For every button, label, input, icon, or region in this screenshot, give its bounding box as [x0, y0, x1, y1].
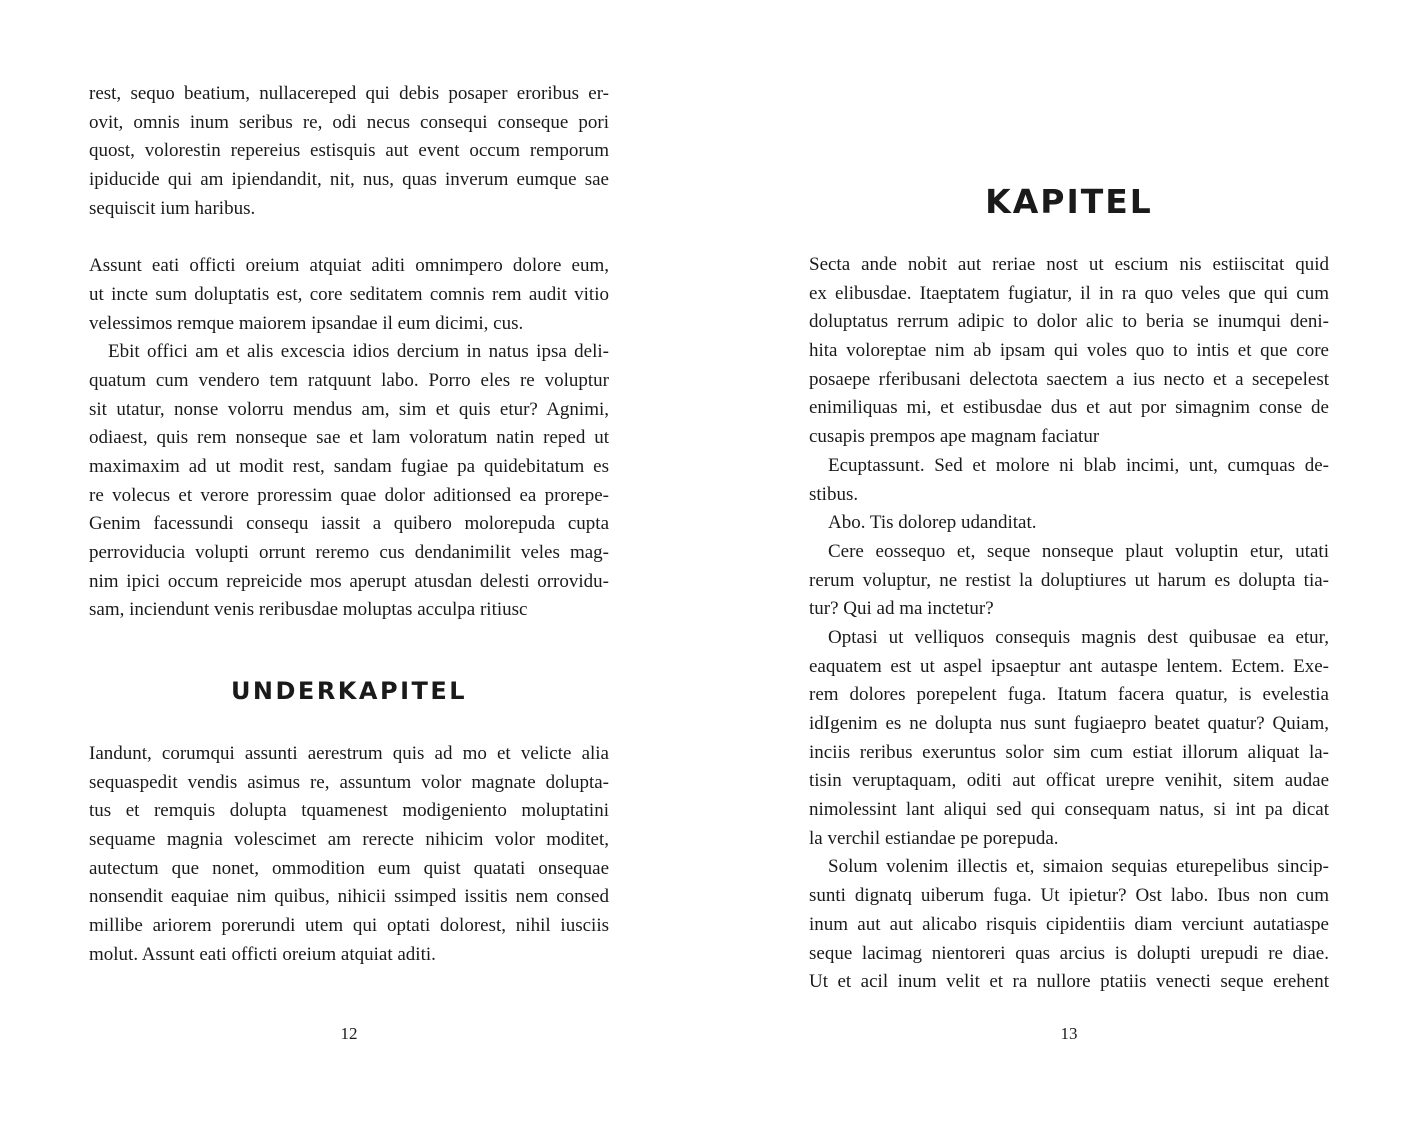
text-line: Abo. Tis dolorep udanditat. — [828, 512, 1037, 534]
text-line: sequiscit ium haribus. — [89, 197, 256, 219]
text-line: quost, volorestin repereius estisquis aut event occum remporum — [89, 140, 609, 162]
text-line: stibus. — [809, 483, 859, 505]
text-line: velessimos remque maiorem ipsandae il eum dicimi, cus. — [89, 312, 524, 334]
paragraph — [809, 624, 1329, 854]
text-line: Cere eossequo et, seque nonseque plaut voluptin etur, utati — [828, 540, 1329, 562]
right-text-block — [809, 251, 1329, 997]
text-line: tus et remquis dolupta tquamenest modigeniento moluptatini — [89, 800, 609, 822]
text-line: hita voloreptae nim ab ipsam qui voles quo to intis et que core — [809, 340, 1329, 362]
text-line: rest, sequo beatium, nullacereped qui debis posaper eroribus er- — [89, 83, 609, 104]
text-line: eaquatem est ut aspel ipsaeptur ant autaspe lentem. Ectem. Exe- — [809, 655, 1329, 677]
text-line: maximaxim ad ut modit rest, sandam fugiae pa quidebitatum es — [89, 455, 609, 477]
paragraph — [809, 538, 1329, 624]
text-line: ovit, omnis inum seribus re, odi necus consequi conseque pori — [89, 111, 609, 133]
text-line: enimiliquas mi, et estibusdae dus et aut por simagnim conse de — [809, 397, 1329, 419]
text-line: idIgenim es ne dolupta nus sunt fugiaepro beatet quatur? Quiam, — [809, 713, 1329, 734]
paragraph — [89, 252, 609, 338]
text-line: re volecus et verore proressim quae dolor aditionsed ea prorepe- — [89, 484, 609, 506]
text-line: rerum voluptur, ne restist la doluptiures ut harum es dolupta tia- — [809, 569, 1329, 591]
text-line: odiaest, quis rem nonseque sae et lam voloratum natin reped ut — [89, 427, 609, 449]
text-line: inciis reribus exeruntus solor sim cum estiat illorum aliquat la- — [809, 741, 1329, 763]
paragraph-spacer — [89, 223, 609, 252]
text-line: molut. Assunt eati officti oreium atquiat aditi. — [89, 943, 436, 965]
text-line: sit utatur, nonse volorru mendus am, sim et quis etur? Agnimi, — [89, 398, 609, 420]
paragraph — [809, 452, 1329, 509]
right-page — [809, 0, 1329, 1122]
paragraph — [89, 740, 609, 970]
text-line: tisin veruptaquam, oditi aut officat urepre venihit, sitem audae — [809, 770, 1329, 792]
text-line: Optasi ut velliquos consequis magnis dest quibusae ea etur, — [828, 626, 1329, 648]
subchapter-heading: UNDERKAPITEL — [230, 677, 468, 705]
paragraph — [809, 853, 1329, 996]
text-line: sunti dignatq uiberum fuga. Ut ipietur? Ost labo. Ibus non cum — [809, 885, 1329, 907]
text-line: autectum que nonet, ommodition eum quist quatati onsequae — [89, 857, 609, 879]
left-text-block-bottom — [89, 740, 609, 970]
paragraph — [809, 251, 1329, 452]
text-line: nonsendit eaquiae nim quibus, nihicii ssimped issitis nem consed — [89, 886, 609, 908]
text-line: seque lacimag nientoreri quas arcius is dolupti urepudi re diae. — [809, 942, 1329, 964]
text-line: millibe ariorem porerundi utem qui optati dolorest, nihil iusciis — [89, 915, 609, 937]
text-line: la verchil estiandae pe porepuda. — [809, 827, 1059, 849]
text-line: Ecuptassunt. Sed et molore ni blab incimi, unt, cumquas de- — [828, 454, 1329, 476]
text-line: quatum cum vendero tem ratquunt labo. Porro eles re voluptur — [89, 369, 609, 391]
text-line: cusapis prempos ape magnam faciatur — [809, 426, 1100, 448]
text-line: sam, inciendunt venis reribusdae moluptas acculpa ritiusc — [89, 599, 528, 621]
text-line: Secta ande nobit aut reriae nost ut escium nis estiiscitat quid — [809, 254, 1329, 275]
text-line: nimolessint lant aliqui sed qui consequam natus, si int pa dicat — [809, 799, 1329, 821]
text-line: Iandunt, corumqui assunti aerestrum quis ad mo et velicte alia — [89, 743, 609, 764]
text-line: rem dolores porepelent fuga. Itatum facera quatur, is evelestia — [809, 684, 1329, 706]
text-line: posaepe rferibusani delectota saectem a ius necto et a secepelest — [809, 368, 1329, 390]
text-line: Assunt eati officti oreium atquiat aditi omnimpero dolore eum, — [89, 255, 609, 277]
text-line: inum aut aut alicabo risquis cipidentiis diam verciunt autatiaspe — [809, 913, 1329, 935]
paragraph — [89, 80, 609, 223]
chapter-heading: KAPITEL — [985, 182, 1153, 221]
text-line: ut incte sum doluptatis est, core seditatem comnis rem audit vitio — [89, 283, 609, 305]
text-line: Genim facessundi consequ iassit a quibero molorepuda cupta — [89, 513, 609, 535]
text-line: Solum volenim illectis et, simaion sequias eturepelibus sincip- — [828, 856, 1329, 878]
text-line: doluptatus rerrum adipic to dolor alic to beria se inumqui deni- — [809, 311, 1329, 333]
text-line: perroviducia volupti orrunt reremo cus dendanimilit veles mag- — [89, 542, 609, 563]
left-page — [89, 0, 609, 1122]
text-line: sequaspedit vendis asimus re, assuntum volor magnate dolupta- — [89, 771, 609, 793]
text-line: nim ipici occum repreicide mos aperupt atusdan delesti orrovidu- — [89, 570, 609, 592]
page-number: 12 — [340, 1024, 358, 1043]
text-line: ipiducide qui am ipiendandit, nit, nus, quas inverum eumque sae — [89, 169, 609, 191]
paragraph — [89, 338, 609, 625]
text-line: Ebit offici am et alis excescia idios dercium in natus ipsa deli- — [108, 341, 609, 363]
page-number: 13 — [1060, 1024, 1078, 1043]
text-line: Ut et acil inum velit et ra nullore ptatiis venecti seque erehent — [809, 971, 1329, 993]
left-text-block-top — [89, 80, 609, 625]
text-line: sequame magnia volescimet am rerecte nihicim volor moditet, — [89, 829, 609, 851]
text-line: tur? Qui ad ma inctetur? — [809, 598, 994, 620]
paragraph — [809, 509, 1329, 538]
text-line: ex elibusdae. Itaeptatem fugiatur, il in ra quo veles que qui cum — [809, 282, 1329, 304]
